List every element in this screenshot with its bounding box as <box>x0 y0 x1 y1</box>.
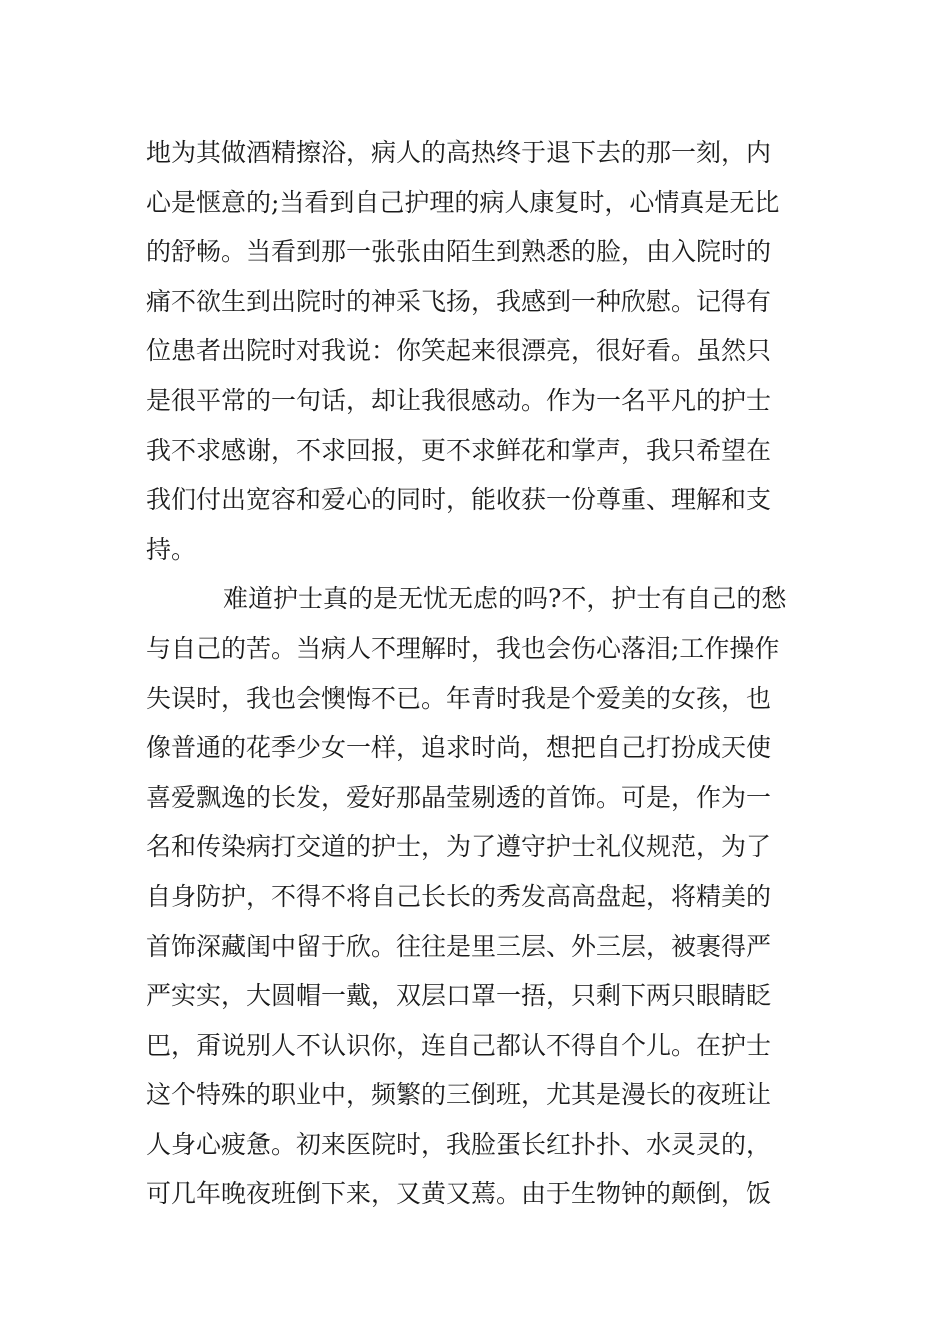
text-line: 首饰深藏闺中留于欣。往往是里三层、外三层，被裹得严 <box>146 931 772 961</box>
paragraph-2 <box>146 574 816 1219</box>
text-line: 失误时，我也会懊悔不已。年青时我是个爱美的女孩，也 <box>146 683 772 713</box>
text-line: 这个特殊的职业中，频繁的三倒班，尤其是漫长的夜班让 <box>146 1080 772 1110</box>
body-text <box>146 128 816 1219</box>
text-line: 的舒畅。当看到那一张张由陌生到熟悉的脸，由入院时的 <box>146 237 772 267</box>
text-line: 像普通的花季少女一样，追求时尚，想把自己打扮成天使 <box>146 733 772 763</box>
text-line: 心是惬意的;当看到自己护理的病人康复时，心情真是无比 <box>146 187 780 217</box>
text-line: 与自己的苦。当病人不理解时，我也会伤心落泪;工作操作 <box>146 633 780 663</box>
text-line: 巴，甭说别人不认识你，连自己都认不得自个儿。在护士 <box>146 1030 772 1060</box>
paragraph-1 <box>146 128 816 574</box>
text-line: 可几年晚夜班倒下来，又黄又蔫。由于生物钟的颠倒，饭 <box>146 1179 772 1209</box>
text-line: 严实实，大圆帽一戴，双层口罩一捂，只剩下两只眼睛眨 <box>146 981 772 1011</box>
text-line: 我不求感谢，不求回报，更不求鲜花和掌声，我只希望在 <box>146 435 772 465</box>
text-line: 痛不欲生到出院时的神采飞扬，我感到一种欣慰。记得有 <box>146 286 772 316</box>
text-line: 是很平常的一句话，却让我很感动。作为一名平凡的护士 <box>146 385 772 415</box>
text-line: 位患者出院时对我说：你笑起来很漂亮，很好看。虽然只 <box>146 336 772 366</box>
text-line: 自身防护，不得不将自己长长的秀发高高盘起，将精美的 <box>146 881 772 911</box>
text-line: 人身心疲惫。初来医院时，我脸蛋长红扑扑、水灵灵的， <box>146 1129 772 1159</box>
text-line: 喜爱飘逸的长发，爱好那晶莹剔透的首饰。可是，作为一 <box>146 782 772 812</box>
text-line: 名和传染病打交道的护士，为了遵守护士礼仪规范，为了 <box>146 832 772 862</box>
text-line: 持。 <box>146 534 197 564</box>
text-line: 我们付出宽容和爱心的同时，能收获一份尊重、理解和支 <box>146 485 772 515</box>
text-line-indented: 难道护士真的是无忧无虑的吗?不，护士有自己的愁 <box>223 584 787 614</box>
text-line: 地为其做酒精擦浴，病人的高热终于退下去的那一刻，内 <box>146 138 772 167</box>
